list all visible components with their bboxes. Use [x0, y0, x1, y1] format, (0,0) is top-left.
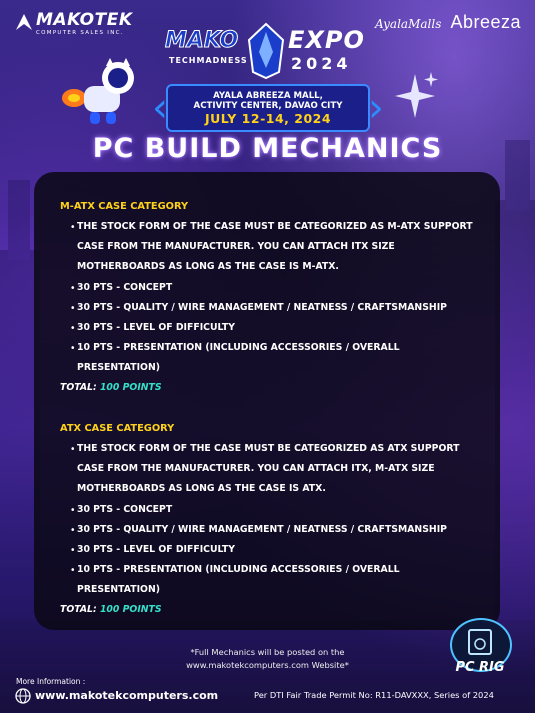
pc-rig-logo: [446, 618, 514, 680]
website-url[interactable]: www.makotekcomputers.com: [35, 689, 219, 702]
bullet-icon: •: [70, 505, 76, 516]
rule-line: 30 PTS - LEVEL OF DIFFICULTY: [77, 322, 235, 333]
mechanics-note-line-2: www.makotekcomputers.com Website*: [186, 660, 349, 670]
rule-line: PRESENTATION): [77, 362, 160, 373]
rule-line: 10 PTS - PRESENTATION (INCLUDING ACCESSORIES / OVERALL: [77, 564, 400, 575]
rule-line: 30 PTS - CONCEPT: [77, 504, 173, 515]
makotek-tagline: COMPUTER SALES INC.: [36, 30, 124, 36]
rule-line: MOTHERBOARDS AS LONG AS THE CASE IS M-ATX.: [77, 261, 339, 272]
bullet-icon: •: [70, 444, 76, 455]
rule-line: PRESENTATION): [77, 584, 160, 595]
pc-rig-label: PC RIG: [455, 660, 505, 675]
venue-line-2: ACTIVITY CENTER, DAVAO CITY: [193, 101, 343, 111]
makotek-shark-icon: [14, 12, 34, 32]
category-total: [60, 604, 162, 615]
mako-expo-logo: [165, 22, 370, 80]
shark-emblem-icon: [245, 22, 287, 80]
abreeza-wordmark: Abreeza: [450, 12, 521, 32]
page-title: PC BUILD MECHANICS: [92, 133, 443, 164]
bullet-icon: •: [70, 323, 76, 334]
rule-line: THE STOCK FORM OF THE CASE MUST BE CATEGORIZED AS M-ATX SUPPORT: [77, 221, 473, 232]
mechanics-note-line-1: *Full Mechanics will be posted on the: [190, 647, 345, 657]
logo-year-text: 2024: [291, 54, 352, 73]
chevron-left-icon: ‹: [152, 85, 168, 131]
event-date: JULY 12-14, 2024: [204, 111, 332, 126]
logo-mako-text: MAKO: [165, 28, 239, 53]
category-total: [60, 382, 162, 393]
bullet-icon: •: [70, 525, 76, 536]
ayala-abreeza-logo: [375, 12, 521, 33]
rule-line: 30 PTS - LEVEL OF DIFFICULTY: [77, 544, 235, 555]
bullet-icon: •: [70, 283, 76, 294]
logo-techmadness-text: TECHMADNESS: [169, 56, 248, 65]
globe-icon: [15, 688, 31, 704]
logo-expo-text: EXPO: [288, 26, 365, 54]
pc-case-icon: [466, 628, 494, 656]
astronaut-cat-mascot-image: [60, 56, 145, 128]
sparkle-icon: [395, 70, 439, 122]
more-info-label: More Information :: [16, 677, 86, 686]
makotek-wordmark: MAKOTEK: [36, 10, 133, 30]
total-label: TOTAL:: [60, 604, 97, 615]
rule-line: CASE FROM THE MANUFACTURER. YOU CAN ATTACH ITX, M-ATX SIZE: [77, 463, 435, 474]
ayala-malls-wordmark: AyalaMalls: [374, 17, 442, 31]
category-title: M-ATX CASE CATEGORY: [60, 201, 189, 212]
bullet-icon: •: [70, 565, 76, 576]
bullet-icon: •: [70, 303, 76, 314]
venue-banner: [152, 85, 384, 131]
dti-permit-text: Per DTI Fair Trade Permit No: R11-DAVXXX, Series of 2024: [254, 690, 494, 700]
rule-line: MOTHERBOARDS AS LONG AS THE CASE IS ATX.: [77, 483, 326, 494]
rule-line: 30 PTS - QUALITY / WIRE MANAGEMENT / NEATNESS / CRAFTSMANSHIP: [77, 524, 447, 535]
chevron-right-icon: ›: [368, 85, 384, 131]
bullet-icon: •: [70, 222, 76, 233]
total-label: TOTAL:: [60, 382, 97, 393]
bullet-icon: •: [70, 343, 76, 354]
rule-line: 30 PTS - CONCEPT: [77, 282, 173, 293]
total-value: 100 POINTS: [99, 382, 162, 393]
bullet-icon: •: [70, 545, 76, 556]
rule-line: 30 PTS - QUALITY / WIRE MANAGEMENT / NEATNESS / CRAFTSMANSHIP: [77, 302, 447, 313]
venue-line-1: AYALA ABREEZA MALL,: [213, 91, 323, 101]
rule-line: THE STOCK FORM OF THE CASE MUST BE CATEGORIZED AS ATX SUPPORT: [77, 443, 460, 454]
total-value: 100 POINTS: [99, 604, 162, 615]
category-title: ATX CASE CATEGORY: [60, 423, 175, 434]
rule-line: CASE FROM THE MANUFACTURER. YOU CAN ATTACH ITX SIZE: [77, 241, 395, 252]
rule-line: 10 PTS - PRESENTATION (INCLUDING ACCESSORIES / OVERALL: [77, 342, 400, 353]
